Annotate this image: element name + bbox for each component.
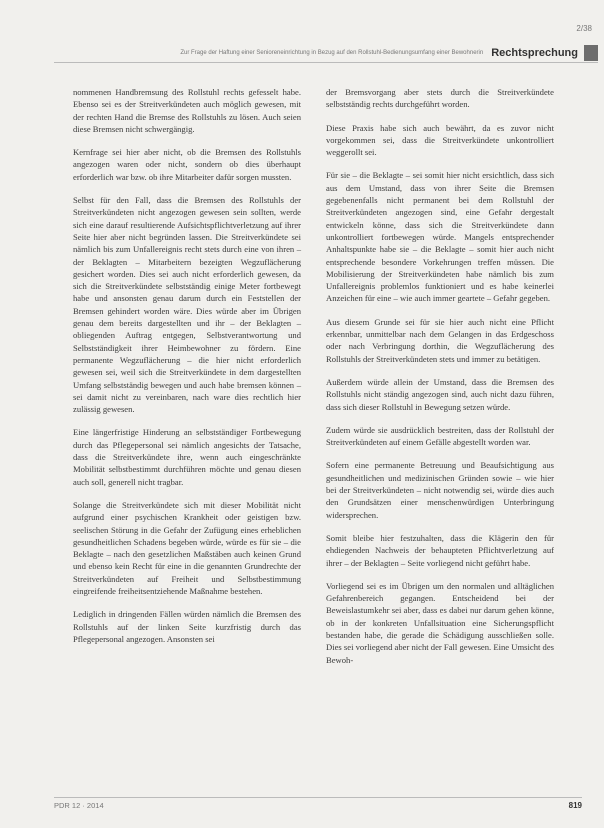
page-reference: 2/38 (576, 24, 592, 33)
paragraph: Zudem würde sie ausdrücklich bestreiten, dass der Rollstuhl der Streitverkündeten auf einem Gefälle abgestellt worden war. (326, 424, 554, 448)
paragraph: Somit bleibe hier festzuhalten, dass die Klägerin den für ehdiegenden Nachweis der behaupteten Pflichtverletzung auf ihrer – der Beklagten – Seite vorliegend nicht geführt habe. (326, 532, 554, 568)
paragraph: Diese Praxis habe sich auch bewährt, da es zuvor nicht vorgekommen sei, dass die Streitverkündete unkontrolliert weggerollt sei. (326, 122, 554, 158)
paragraph: Für sie – die Beklagte – sei somit hier nicht ersichtlich, dass sich aus dem Umstand, dass von ihrer Seite die Bremsen gegebenenfalls nicht permanent bei dem Rollstuhl der Streitverkündeten angezogen sind, eine Gefahr dergestalt entwickeln könne, dass sich die Streitverkündete dann unkontrolliert fortbewegen würde. Mangels entsprechender Anhaltspunkte habe sie – die Beklagte – somit hier auch nicht entsprechende besondere Vorkehrungen treffen müssen. Die Mobilisierung der Streitverkündeten habe nämlich bis zum Unfallereignis problemlos funktioniert und es habe keinerlei Anzeichen für eine – wie auch immer geartete – Gefahr gegeben. (326, 170, 554, 304)
page-footer (54, 797, 582, 810)
left-column (73, 86, 301, 656)
paragraph: Sofern eine permanente Betreuung und Beaufsichtigung aus gesundheitlichen und medizinischen Gründen sowie – wie hier bei der Streitverkündeten – nicht notwendig sei, würde dies auch den Grundsätzen einer menschenwürdigen Unterbringung widersprechen. (326, 460, 554, 520)
paragraph: Vorliegend sei es im Übrigen um den normalen und alltäglichen Gefahrenbereich gegangen. Entscheidend bei der Beweislastumkehr sei aber, dass es dabei nur darum gehen könne, ob in der konkreten Unfallsituation eine Sicherungspflicht bestanden habe, die gerade die Schädigung ausschließen solle. Dies sei vorliegend aber nicht der Fall gewesen. Eine Umsicht des Bewoh- (326, 580, 554, 665)
paragraph: Kernfrage sei hier aber nicht, ob die Bremsen des Rollstuhls angezogen waren oder nicht, sondern ob dies überhaupt erforderlich war bzw. ob ihre Mitarbeiter dafür sorgen mussten. (73, 147, 301, 182)
paragraph: Solange die Streitverkündete sich mit dieser Mobilität nicht aufgrund einer psychischen Krankheit oder geistigen bzw. seelischen Störung in die Gefahr der Zufügung eines erheblichen gesundheitlichen Schadens begeben würde, würde es für sie – die Beklagte – nach den gesetzlichen Maßstäben auch keinen Grund und ebenso kein Recht für eine in die genannten Grundrechte der Streitverkündeten auf Freiheit und Selbstbestimmung eingreifende freiheitsentziehende Maßnahme bestehen. (73, 499, 301, 596)
paragraph: der Bremsvorgang aber stets durch die Streitverkündete selbstständig rechts durchgeführt worden. (326, 87, 554, 110)
journal-reference: PDR 12 · 2014 (54, 801, 104, 810)
running-title: Zur Frage der Haftung einer Senioreneinrichtung in Bezug auf den Rollstuhl-Bedienungsumfang einer Bewohnerin (180, 50, 484, 56)
right-column (326, 86, 554, 677)
section-title: Rechtsprechung (491, 47, 578, 59)
section-tab-marker (584, 45, 598, 61)
paragraph: nommenen Handbremsung des Rollstuhl rechts gefesselt habe. Ebenso sei es der Streitverkündeten auch möglich gewesen, mit der rechten Hand die Bremse des Rollstuhls zu lösen. Auch seien diese Bremsen nicht schwergängig. (73, 87, 301, 134)
paragraph: Lediglich in dringenden Fällen würden nämlich die Bremsen des Rollstuhls auf der linken Seite kurzfristig durch das Pflegepersonal angezogen. Ansonsten sei (73, 609, 301, 644)
paragraph: Aus diesem Grunde sei für sie hier auch nicht eine Pflicht erkennbar, unmittelbar nach dem Gelangen in das Erdgeschoss oder nach Verbringung dorthin, die Wegzuflächerung des Rollstuhls der Streitverkündeten stets und immer zu betätigen. (326, 316, 554, 364)
paragraph: Selbst für den Fall, dass die Bremsen des Rollstuhls der Streitverkündeten nicht angezogen gewesen sein sollten, werde sich eine darauf resultierende Aufsichtspflichtverletzung auf ihrer Seite hier aber nicht begründen lassen. Die Streitverkündete sei nämlich bis zum Unfallereignis recht stets durch eine von ihren – der Beklagten – Mitarbeitern bezeigten Wegzuflächerung gesichert worden. Dies sei auch nicht erforderlich gewesen, da sich die Streitverkündete selbstständig einige Meter fortbewegt habe und ansonsten genau darum durch ein Feststellen der Bremsen gehindert worden wäre. Dies würde aber im Übrigen genau dem bereits dargestellten und ihr – der Beklagten – obliegenden Auftrag entgegen, Selbstverantwortung und Selbstständigkeit ihrer Heimbewohner zu fördern. Eine permanente Wegzuflächerung – die hier nicht erforderlich gewesen sei, weil sich die Streitverkündete in dem dargestellten Umfang selbstständig bewegen und auch habe bremsen können – sei damit nicht zu vereinbaren, nach ware dies rechtlich hier zulässig gewesen. (73, 195, 301, 415)
paragraph: Eine längerfristige Hinderung an selbstständiger Fortbewegung durch das Pflegepersonal sei nämlich angesichts der Tatsache, dass die Streitverkündete ihre, wenn auch eingeschränkte Mobilität selbstbestimmt durchführen möchte und genau diesen auch soll, generell nicht tragbar. (73, 427, 301, 487)
page-header (54, 44, 598, 63)
paragraph: Außerdem würde allein der Umstand, dass die Bremsen des Rollstuhls nicht ständig angezogen sind, auch nicht dazu führen, dass sich dieser Rollstuhl in Bewegung setzen würde. (326, 376, 554, 412)
page-number: 819 (568, 801, 582, 810)
